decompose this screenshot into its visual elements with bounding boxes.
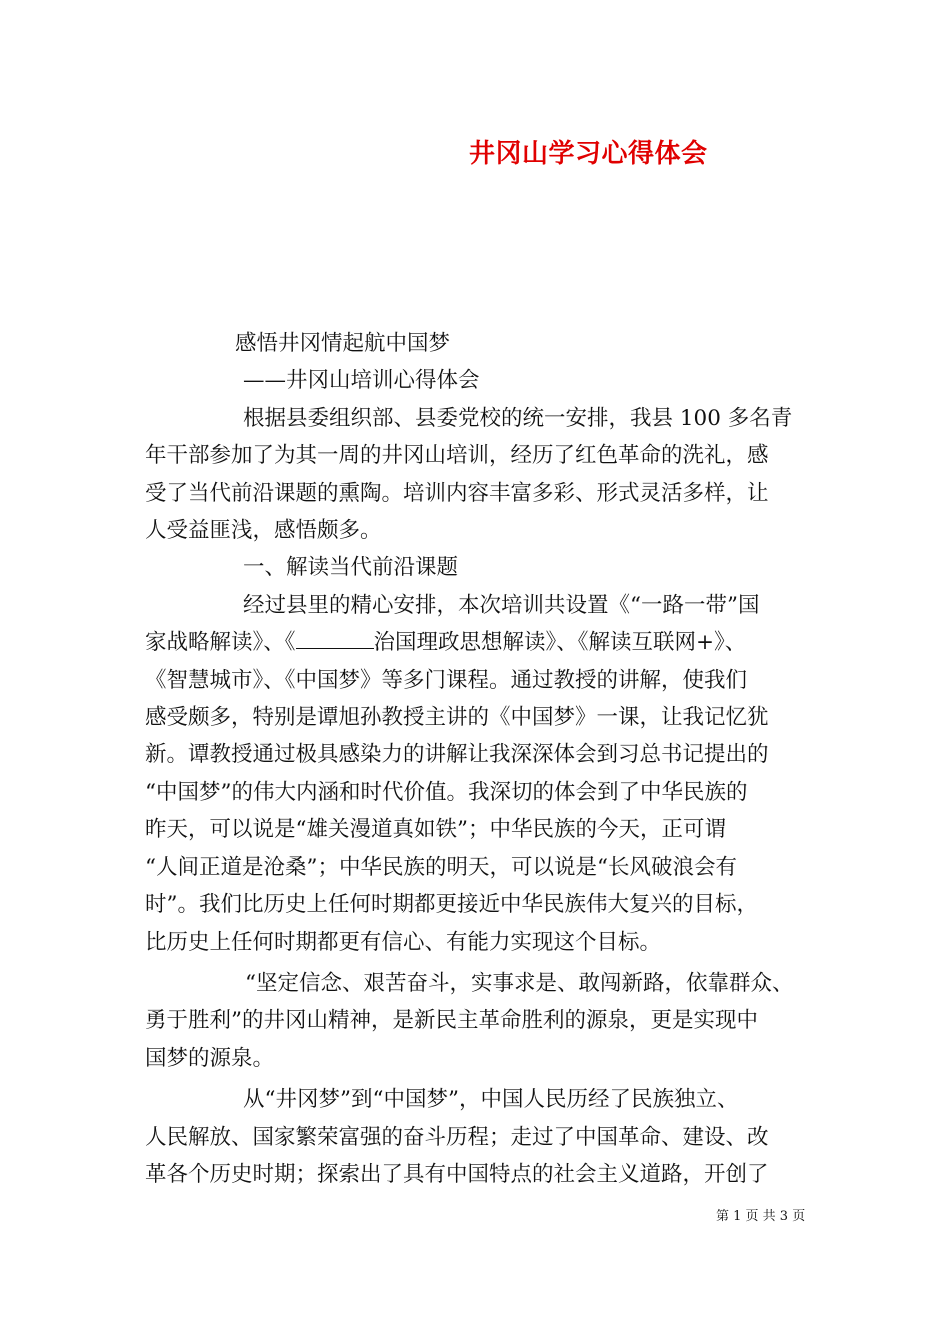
text-segment: 治国理政思想解读》、《解读互联网+》、 <box>373 630 747 656</box>
article-heading: 感悟井冈情起航中国梦 <box>235 331 451 356</box>
article-subheading: ——井冈山培训心得体会 <box>243 368 480 394</box>
paragraph-line: 比历史上任何时期都更有信心、有能力实现这个目标。 <box>145 929 662 955</box>
paragraph-line: 根据县委组织部、县委党校的统一安排，我县 100 多名青 <box>243 405 793 431</box>
paragraph-line: 勇于胜利”的井冈山精神，是新民主革命胜利的源泉，更是实现中 <box>145 1008 758 1034</box>
paragraph-line: 感受颇多，特别是谭旭孙教授主讲的《中国梦》一课，让我记忆犹 <box>145 705 769 731</box>
paragraph-line: 年干部参加了为其一周的井冈山培训，经历了红色革命的洗礼，感 <box>145 443 769 469</box>
paragraph-line: 国梦的源泉。 <box>145 1045 275 1071</box>
paragraph-line: 人民解放、国家繁荣富强的奋斗历程；走过了中国革命、建设、改 <box>145 1124 769 1150</box>
section-heading: 一、解读当代前沿课题 <box>243 555 459 581</box>
paragraph-line: 从“井冈梦”到“中国梦”，中国人民历经了民族独立、 <box>243 1087 739 1113</box>
paragraph-line: 革各个历史时期；探索出了具有中国特点的社会主义道路，开创了 <box>145 1161 769 1187</box>
fill-in-blank <box>296 630 374 649</box>
paragraph-line: 新。谭教授通过极具感染力的讲解让我深深体会到习总书记提出的 <box>145 742 769 768</box>
paragraph-line: 《智慧城市》、《中国梦》等多门课程。通过教授的讲解，使我们 <box>145 667 748 693</box>
document-title: 井冈山学习心得体会 <box>469 139 708 169</box>
paragraph-line: 人受益匪浅，感悟颇多。 <box>145 518 382 544</box>
paragraph-line: 时”。我们比历史上任何时期都更接近中华民族伟大复兴的目标， <box>145 892 758 918</box>
paragraph-line: “中国梦”的伟大内涵和时代价值。我深切的体会到了中华民族的 <box>145 779 748 805</box>
page-footer: 第 1 页 共 3 页 <box>716 1209 806 1224</box>
paragraph-line: 受了当代前沿课题的熏陶。培训内容丰富多彩、形式灵活多样，让 <box>145 480 769 506</box>
paragraph-line: “人间正道是沧桑”；中华民族的明天，可以说是“长风破浪会有 <box>145 854 737 880</box>
paragraph-line: 经过县里的精心安排，本次培训共设置《“一路一带”国 <box>243 592 760 618</box>
text-segment: 家战略解读》、《 <box>145 630 296 656</box>
document-body <box>145 325 817 1193</box>
paragraph-line: “坚定信念、艰苦奋斗，实事求是、敢闯新路，依靠群众、 <box>245 970 794 996</box>
paragraph-line: 昨天，可以说是“雄关漫道真如铁”；中华民族的今天，正可谓 <box>145 817 726 843</box>
paragraph-line <box>145 624 817 661</box>
